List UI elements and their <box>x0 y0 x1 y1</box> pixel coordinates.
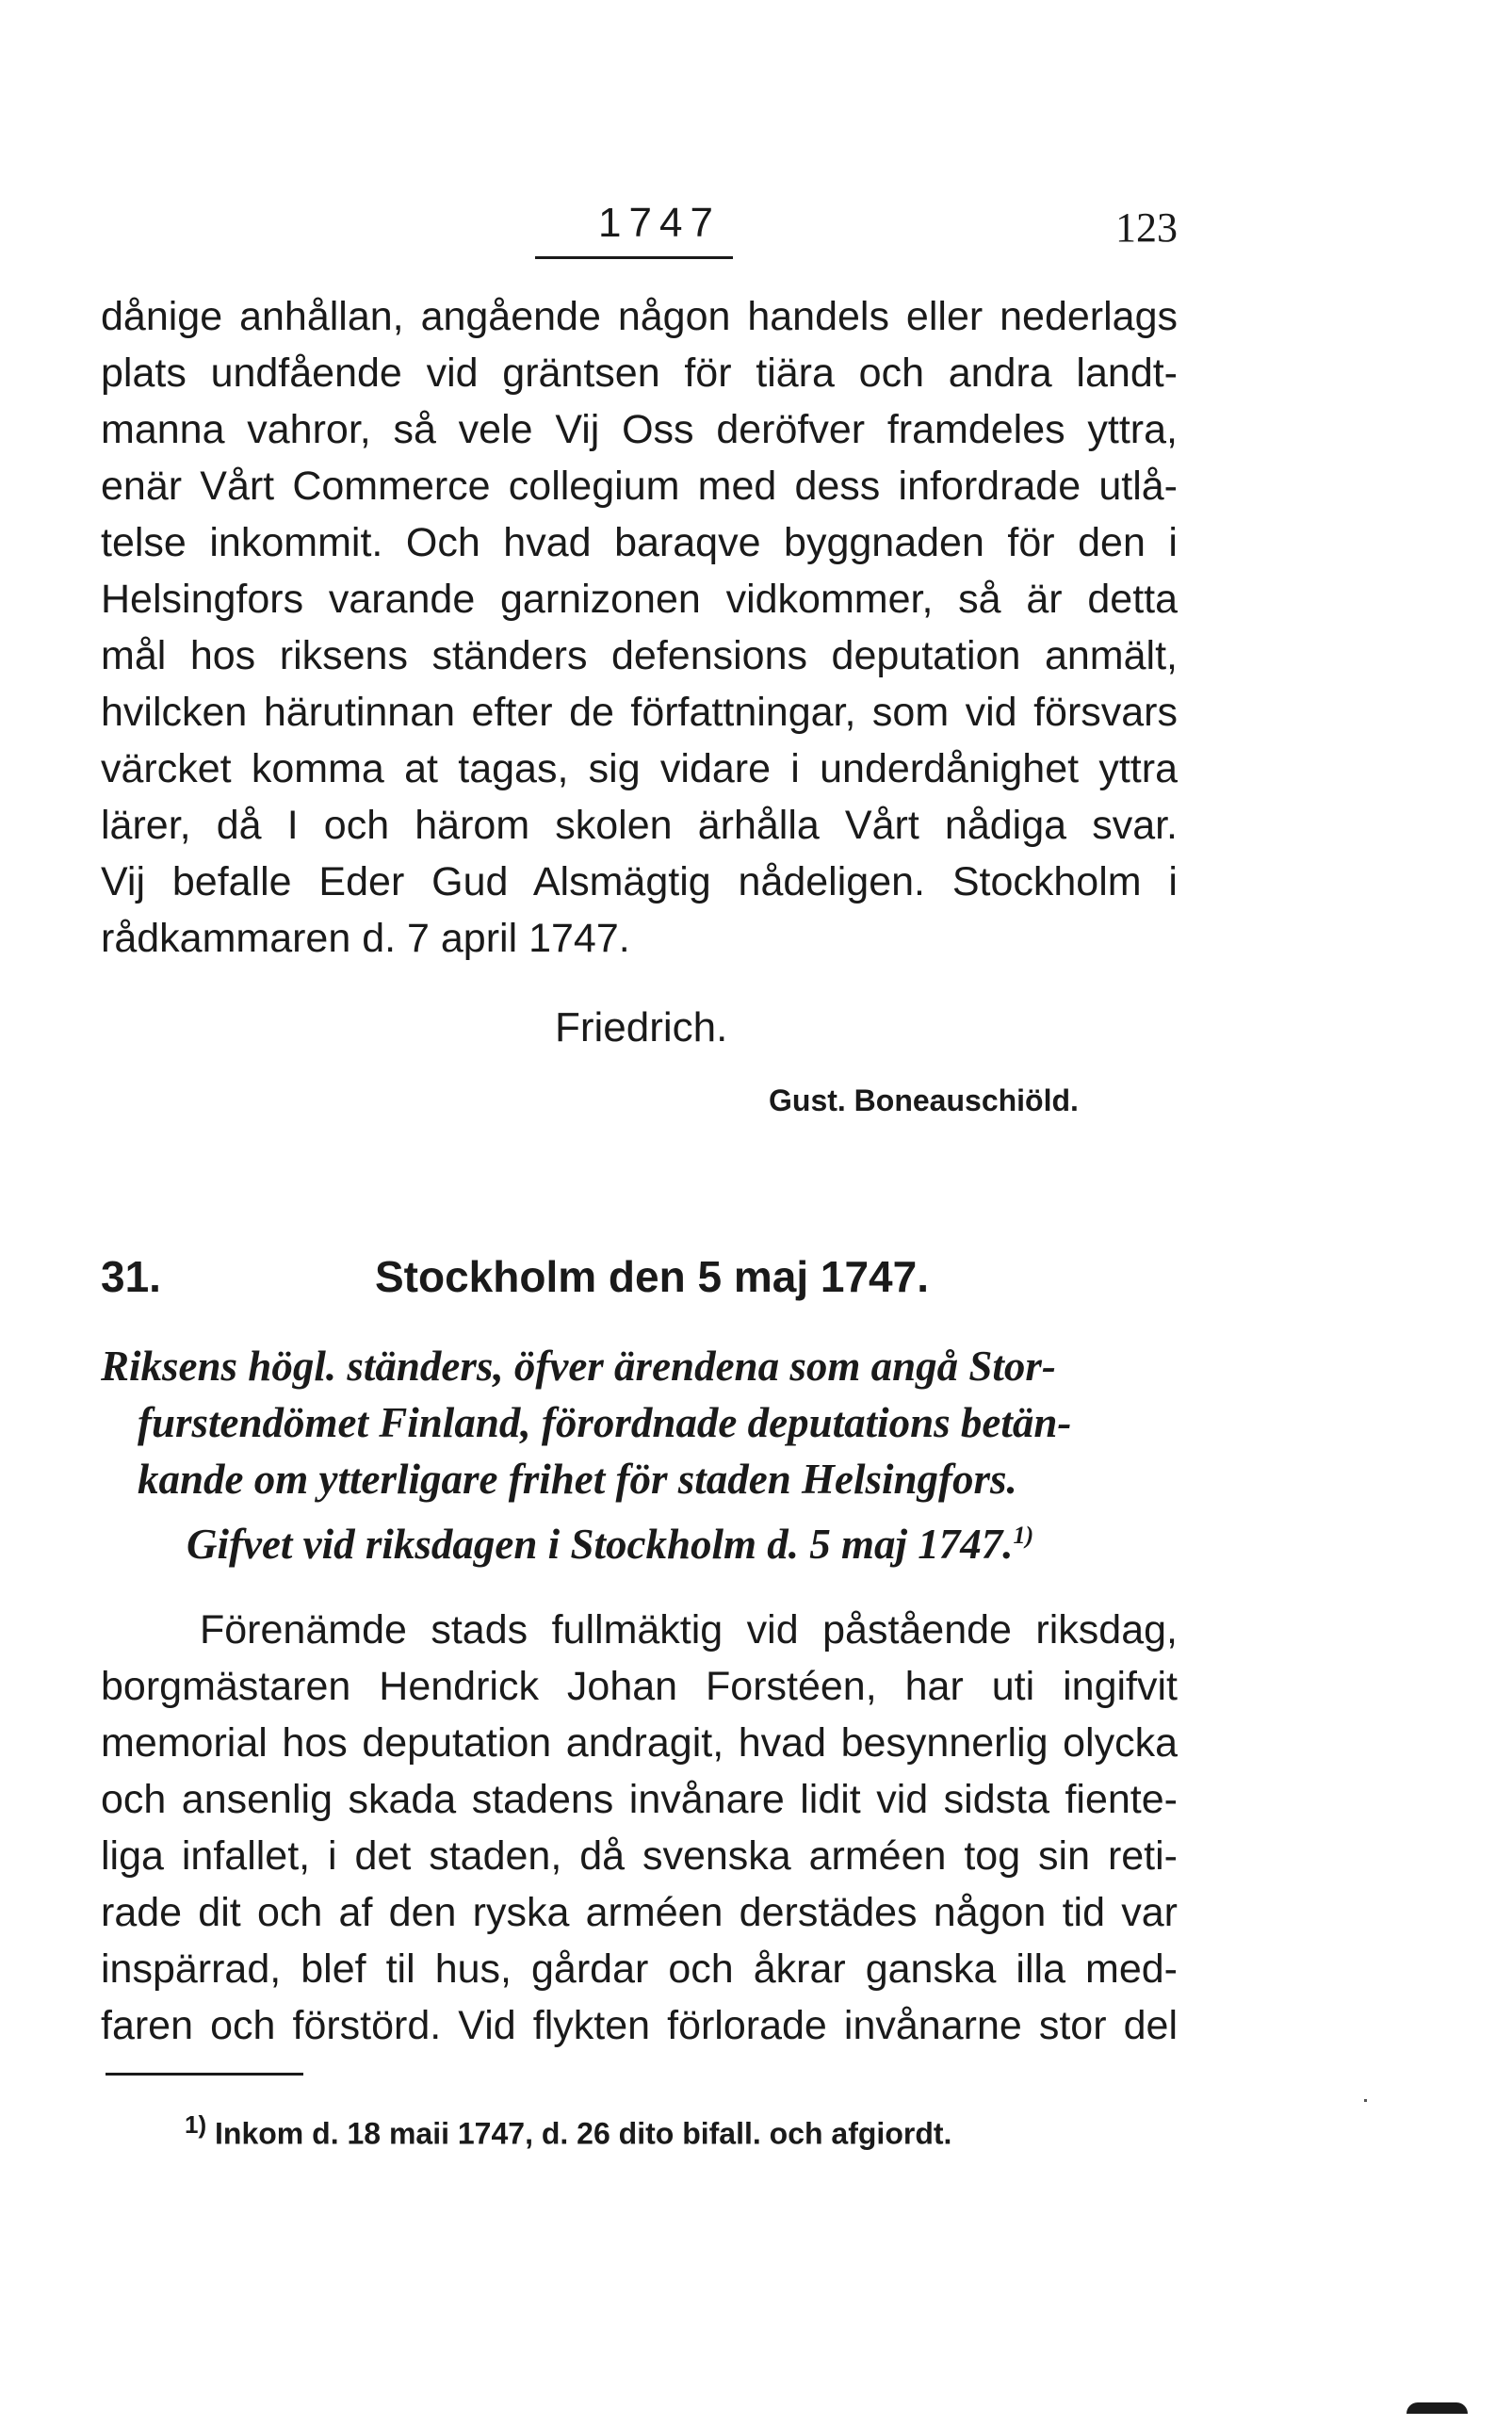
signature-name: Friedrich. <box>555 1004 728 1050</box>
document-heading: Stockholm den 5 maj 1747. <box>375 1252 930 1301</box>
running-header-year: 1747 <box>598 200 721 246</box>
page-number: 123 <box>1115 204 1178 251</box>
summary-line: furstendömet Finland, förordnade deputations betän- <box>138 1399 1072 1446</box>
text-line: enär Vårt Commerce collegium med dess infordrade utlå- <box>101 464 1178 509</box>
text-line: manna vahror, så vele Vij Oss deröfver framdeles yttra, <box>101 407 1178 452</box>
text-line: och ansenlig skada stadens invånare lidit vid sidsta fiente- <box>101 1777 1178 1822</box>
text-line: memorial hos deputation andragit, hvad besynnerlig olycka <box>101 1720 1178 1766</box>
summary-line-text: Gifvet vid riksdagen i Stockholm d. 5 maj 1747. <box>187 1521 1014 1568</box>
document-number: 31. <box>101 1252 161 1301</box>
text-line: liga infallet, i det staden, då svenska arméen tog sin reti- <box>101 1833 1178 1879</box>
text-line: borgmästaren Hendrick Johan Forstéen, har uti ingifvit <box>101 1664 1178 1709</box>
text-line: rådkammaren d. 7 april 1747. <box>101 916 630 961</box>
text-line: mål hos riksens ständers defensions deputation anmält, <box>101 633 1178 678</box>
footnote-separator <box>106 2073 303 2076</box>
text-line: dånige anhållan, angående någon handels eller nederlags <box>101 294 1178 339</box>
footnote-marker: 1) <box>185 2110 207 2139</box>
text-line: Förenämde stads fullmäktig vid påstående riksdag, <box>200 1607 1178 1653</box>
text-line: rade dit och af den ryska arméen derstädes någon tid var <box>101 1890 1178 1935</box>
footnote-reference: 1) <box>1013 1522 1034 1549</box>
scan-corner-mark <box>1406 2402 1468 2414</box>
print-speck <box>1364 2099 1367 2102</box>
footnote-text: Inkom d. 18 maii 1747, d. 26 dito bifall. och afgiordt. <box>215 2116 952 2151</box>
counter-signature: Gust. Boneauschiöld. <box>769 1083 1079 1117</box>
header-underline <box>535 256 733 259</box>
summary-line-last <box>187 1509 1033 1571</box>
text-line: värcket komma at tagas, sig vidare i underdånighet yttra <box>101 746 1178 791</box>
text-line: hvilcken härutinnan efter de författningar, som vid försvars <box>101 690 1178 735</box>
text-line: lärer, då I och härom skolen ärhålla Vårt nådiga svar. <box>101 803 1178 848</box>
text-line: Helsingfors varande garnizonen vidkommer, så är detta <box>101 577 1178 622</box>
footnote <box>185 2110 951 2152</box>
text-line: inspärrad, blef til hus, gårdar och åkrar ganska illa med- <box>101 1946 1178 1992</box>
summary-line: Riksens högl. ständers, öfver ärendena som angå Stor- <box>101 1343 1056 1390</box>
text-line: faren och förstörd. Vid flykten förlorade invånarne stor del <box>101 2003 1178 2048</box>
text-line: plats undfående vid gräntsen för tiära och andra landt- <box>101 350 1178 396</box>
summary-line: kande om ytterligare frihet för staden Helsingfors. <box>138 1456 1017 1503</box>
text-line: telse inkommit. Och hvad baraqve byggnaden för den i <box>101 520 1178 565</box>
text-line: Vij befalle Eder Gud Alsmägtig nådeligen. Stockholm i <box>101 859 1178 904</box>
